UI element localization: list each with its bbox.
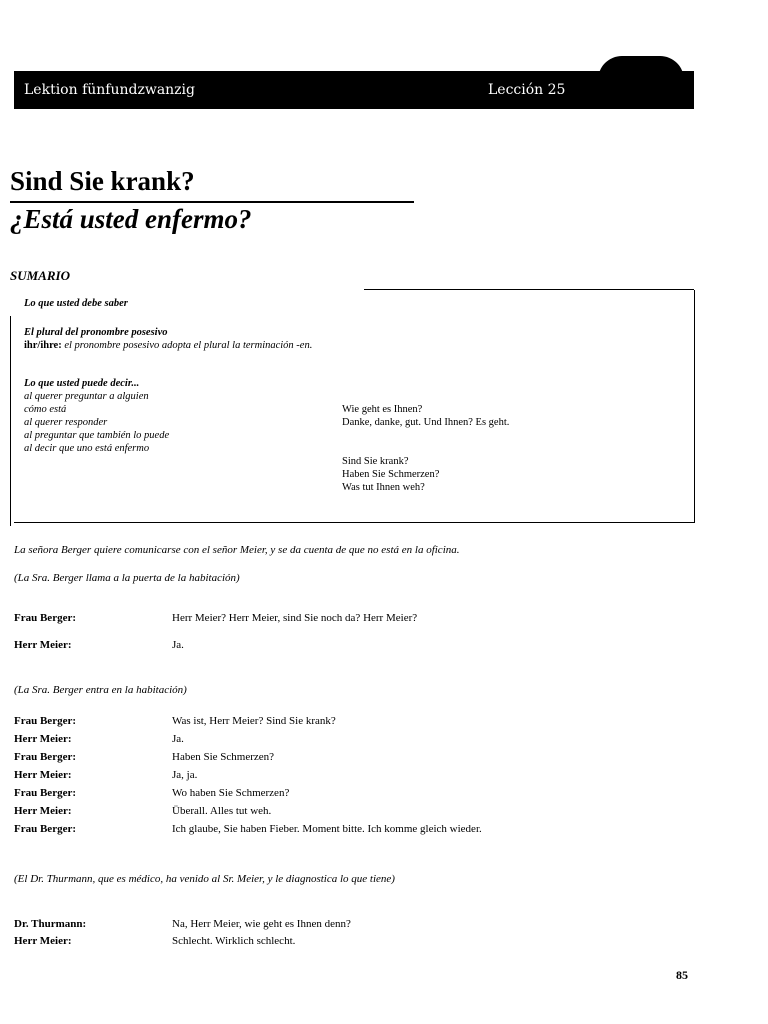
title-divider xyxy=(10,201,414,203)
right-item: Was tut Ihnen weh? xyxy=(342,482,425,493)
grammar-title: El plural del pronombre posesivo xyxy=(24,327,168,338)
dialog-speaker: Herr Meier: xyxy=(14,805,72,817)
right-item: Sind Sie krank? xyxy=(342,456,409,467)
page-title-spanish: ¿Está usted enfermo? xyxy=(10,204,252,234)
dialog-line: Ja. xyxy=(172,733,184,745)
right-item: Wie geht es Ihnen? xyxy=(342,404,423,415)
dialog-line: Schlecht. Wirklich schlecht. xyxy=(172,935,296,947)
left-item: al querer preguntar a alguien xyxy=(24,391,149,402)
dialog-speaker: Herr Meier: xyxy=(14,733,72,745)
grammar-label: ihr/ihre: xyxy=(24,340,62,351)
dialog-line: Ich glaube, Sie haben Fieber. Moment bitte. Ich komme gleich wieder. xyxy=(172,823,482,835)
dialog-line: Überall. Alles tut weh. xyxy=(172,805,272,817)
dialog-line: Herr Meier? Herr Meier, sind Sie noch da? Herr Meier? xyxy=(172,612,418,624)
page-number: 85 xyxy=(676,968,688,982)
dialog-speaker: Frau Berger: xyxy=(14,715,76,727)
can-say-title: Lo que usted puede decir... xyxy=(24,378,140,389)
left-item: cómo está xyxy=(24,404,67,415)
narration: (El Dr. Thurmann, que es médico, ha venido al Sr. Meier, y le diagnostica lo que tiene) xyxy=(14,873,395,885)
left-item: al decir que uno está enfermo xyxy=(24,443,150,454)
grammar-note xyxy=(24,339,312,352)
header-lesson-de: Lektion fünfundzwanzig xyxy=(24,82,195,98)
dialog-line: Haben Sie Schmerzen? xyxy=(172,751,275,763)
dialog-line: Wo haben Sie Schmerzen? xyxy=(172,787,290,799)
intro-paragraph: La señora Berger quiere comunicarse con el señor Meier, y se da cuenta de que no está en la oficina. xyxy=(14,544,460,556)
dialog-line: Na, Herr Meier, wie geht es Ihnen denn? xyxy=(172,918,351,930)
header-lesson-es: Lección 25 xyxy=(488,82,566,98)
narration: (La Sra. Berger entra en la habitación) xyxy=(14,684,187,696)
dialog-speaker: Frau Berger: xyxy=(14,751,76,763)
dialog-speaker: Dr. Thurmann: xyxy=(14,918,87,930)
dialog-speaker: Herr Meier: xyxy=(14,769,72,781)
dialog-line: Ja. xyxy=(172,639,184,651)
right-item: Danke, danke, gut. Und Ihnen? Es geht. xyxy=(342,417,510,428)
dialog-line: Was ist, Herr Meier? Sind Sie krank? xyxy=(172,715,336,727)
page-title-german: Sind Sie krank? xyxy=(10,166,195,196)
dialog-speaker: Frau Berger: xyxy=(14,612,76,624)
dialog-speaker: Frau Berger: xyxy=(14,787,76,799)
grammar-text: el pronombre posesivo adopta el plural la terminación -en. xyxy=(64,340,313,351)
dialog-speaker: Frau Berger: xyxy=(14,823,76,835)
intro-stage-direction: (La Sra. Berger llama a la puerta de la habitación) xyxy=(14,572,240,584)
dialog-speaker: Herr Meier: xyxy=(14,639,72,651)
chapter-header-bar xyxy=(14,71,694,109)
left-item: al querer responder xyxy=(24,417,108,428)
sumario-box-left-line xyxy=(10,316,11,526)
dialog-speaker: Herr Meier: xyxy=(14,935,72,947)
right-item: Haben Sie Schmerzen? xyxy=(342,469,440,480)
left-item: al preguntar que también lo puede xyxy=(24,430,170,441)
sumario-heading: SUMARIO xyxy=(10,268,70,283)
box-heading: Lo que usted debe saber xyxy=(24,298,128,309)
dialog-line: Ja, ja. xyxy=(172,769,198,781)
